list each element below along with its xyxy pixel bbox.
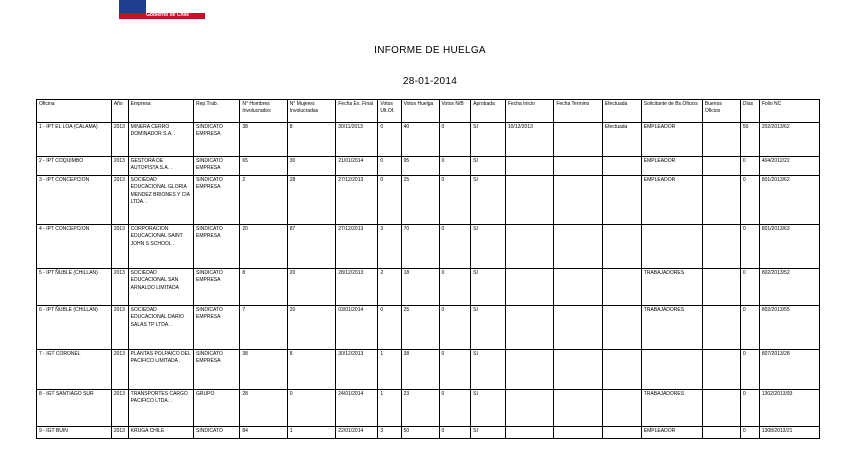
table-cell: 2013: [111, 390, 128, 427]
table-cell: Efectuada: [602, 123, 641, 157]
table-cell: 2013: [111, 176, 128, 225]
table-cell: [702, 390, 740, 427]
table-cell: [702, 350, 740, 390]
table-cell: [554, 350, 602, 390]
table-row: [37, 157, 820, 176]
table-cell: 0: [439, 176, 471, 225]
table-cell: [602, 390, 641, 427]
table-cell: 1: [287, 427, 335, 439]
report-date: 28-01-2014: [402, 76, 458, 87]
table-cell: 7: [240, 306, 287, 350]
table-cell: [702, 269, 740, 306]
column-header: Solicitante de Bs.Oficios: [641, 100, 702, 123]
table-row: [37, 176, 820, 225]
table-row: [37, 269, 820, 306]
table-cell: [702, 427, 740, 439]
table-cell: SOCIEDAD EDUCACIONAL DARIO SALAS TP LTDA. .: [128, 306, 193, 350]
table-cell: 802/2013/55: [759, 306, 819, 350]
table-cell: 0: [740, 176, 759, 225]
table-cell: 0: [439, 390, 471, 427]
table-cell: 202/2013/62: [759, 123, 819, 157]
table-cell: 1308/2013/21: [759, 427, 819, 439]
table-cell: [505, 269, 553, 306]
table-cell: 802/2013/52: [759, 269, 819, 306]
table-cell: [602, 306, 641, 350]
table-cell: 6 - IPT ÑUBLE (CHILLAN): [37, 306, 112, 350]
column-header: Efectuada: [602, 100, 641, 123]
table-cell: 03/01/2014: [336, 306, 378, 350]
table-cell: 1302/2013/93: [759, 390, 819, 427]
table-cell: 7 - IGT CORONEL: [37, 350, 112, 390]
table-cell: [505, 306, 553, 350]
table-cell: 0: [378, 157, 401, 176]
table-cell: SI: [471, 157, 506, 176]
table-cell: [505, 157, 553, 176]
table-cell: SOCIEDAD EDUCACIONAL SAN ARNALDO LIMITADA: [128, 269, 193, 306]
table-cell: SI: [471, 350, 506, 390]
table-cell: 2013: [111, 427, 128, 439]
table-cell: 4 - IPT CONCEPCION: [37, 225, 112, 269]
table-cell: SINDICATO: [194, 427, 240, 439]
table-cell: KRUGA CHILE: [128, 427, 193, 439]
table-cell: 9 - IGT BUIN: [37, 427, 112, 439]
table-cell: SI: [471, 390, 506, 427]
table-cell: 8 - IGT SANTIAGO SUR: [37, 390, 112, 427]
table-cell: 8: [287, 123, 335, 157]
table-cell: 87: [287, 225, 335, 269]
logo-text: Gobierno de Chile: [146, 12, 190, 18]
table-cell: 2013: [111, 225, 128, 269]
table-cell: 65: [240, 157, 287, 176]
table-cell: 0: [439, 269, 471, 306]
table-cell: 84: [240, 427, 287, 439]
table-cell: 807/2013/28: [759, 350, 819, 390]
table-cell: 0: [378, 176, 401, 225]
table-cell: 20: [287, 306, 335, 350]
table-cell: 3 - IPT CONCEPCION: [37, 176, 112, 225]
table-cell: MINERA CERRO DOMINADOR S.A. .: [128, 123, 193, 157]
table-row: [37, 427, 820, 439]
table-cell: EMPLEADOR: [641, 123, 702, 157]
table-cell: SINDICATO EMPRESA: [194, 176, 240, 225]
table-row: [37, 306, 820, 350]
table-cell: [554, 390, 602, 427]
table-cell: 404/2012/22: [759, 157, 819, 176]
table-body: [37, 123, 820, 439]
table-cell: SINDICATO EMPRESA: [194, 123, 240, 157]
table-cell: 30/11/2013: [336, 123, 378, 157]
table-cell: 30: [287, 157, 335, 176]
table-cell: 70: [401, 225, 439, 269]
column-header: Empresa: [128, 100, 193, 123]
table-cell: [554, 269, 602, 306]
table-cell: 2013: [111, 157, 128, 176]
table-cell: 0: [378, 306, 401, 350]
table-cell: 1 - IPT EL LOA (CALAMA): [37, 123, 112, 157]
table-cell: 0: [740, 157, 759, 176]
column-header: Días: [740, 100, 759, 123]
column-header: Año: [111, 100, 128, 123]
table-cell: [554, 427, 602, 439]
table-cell: SI: [471, 123, 506, 157]
table-cell: 50: [740, 123, 759, 157]
table-cell: [554, 306, 602, 350]
table-cell: 0: [439, 427, 471, 439]
table-cell: SOCIEDAD EDUCACIONAL GLORIA MENDEZ BRIONES Y CIA LTDA. .: [128, 176, 193, 225]
column-header: Fecha Ex. Final: [336, 100, 378, 123]
table-cell: 40: [401, 123, 439, 157]
table-cell: 22/01/2014: [336, 427, 378, 439]
table-cell: 30/12/2013: [336, 350, 378, 390]
column-header: Aprobada: [471, 100, 506, 123]
table-cell: 28: [287, 176, 335, 225]
table-cell: [702, 306, 740, 350]
table-cell: [505, 225, 553, 269]
strike-report-table: [36, 99, 820, 439]
table-cell: 5 - IPT ÑUBLE (CHILLAN): [37, 269, 112, 306]
table-cell: 8: [287, 350, 335, 390]
table-cell: 2013: [111, 306, 128, 350]
table-cell: 20: [240, 225, 287, 269]
table-cell: 25: [401, 306, 439, 350]
table-cell: GESTORA DE AUTOPISTA S.A. .: [128, 157, 193, 176]
table-cell: [702, 123, 740, 157]
table-cell: [554, 225, 602, 269]
table-cell: SINDICATO EMPRESA: [194, 157, 240, 176]
table-cell: [641, 350, 702, 390]
table-cell: 3: [378, 225, 401, 269]
table-cell: 21/01/2014: [336, 157, 378, 176]
column-header: Rep.Trab.: [194, 100, 240, 123]
table-cell: 28: [240, 390, 287, 427]
table-cell: 2: [240, 176, 287, 225]
table-cell: SINDICATO EMPRESA: [194, 225, 240, 269]
table-cell: 20: [287, 269, 335, 306]
table-cell: 24/01/2014: [336, 390, 378, 427]
table-cell: EMPLEADOR: [641, 427, 702, 439]
table-cell: 0: [740, 269, 759, 306]
table-cell: SI: [471, 225, 506, 269]
table-cell: 0: [439, 157, 471, 176]
table-cell: [505, 350, 553, 390]
table-cell: 0: [439, 123, 471, 157]
table-cell: [505, 390, 553, 427]
table-cell: 28/12/2013: [336, 269, 378, 306]
table-cell: 0: [439, 306, 471, 350]
column-header: Fecha Termino: [554, 100, 602, 123]
table-cell: 38: [401, 350, 439, 390]
table-cell: [602, 176, 641, 225]
column-header: Votos Huelga: [401, 100, 439, 123]
table-cell: 3: [378, 427, 401, 439]
gobierno-de-chile-logo: [119, 0, 205, 19]
table-cell: [702, 157, 740, 176]
table-cell: SINDICATO EMPRESA: [194, 306, 240, 350]
column-header: Folio NC: [759, 100, 819, 123]
table-cell: EMPLEADOR: [641, 176, 702, 225]
column-header: Votos N/B: [439, 100, 471, 123]
table-cell: 18: [401, 269, 439, 306]
table-cell: SINDICATO EMPRESA: [194, 269, 240, 306]
column-header: Fecha Inicio: [505, 100, 553, 123]
table-cell: [702, 225, 740, 269]
table-cell: [554, 123, 602, 157]
table-row: [37, 225, 820, 269]
table-cell: 2 - IPT COQUIMBO: [37, 157, 112, 176]
table-cell: PLANTAS POLPAICO DEL PACIFICO LIMITADA .: [128, 350, 193, 390]
table-cell: SI: [471, 306, 506, 350]
table-cell: TRABAJADORES: [641, 306, 702, 350]
table-cell: 50: [401, 427, 439, 439]
table-cell: 2: [378, 269, 401, 306]
table-cell: [602, 225, 641, 269]
table-cell: [554, 157, 602, 176]
table-cell: 0: [740, 225, 759, 269]
table-cell: 801/2013/62: [759, 176, 819, 225]
table-cell: 23: [401, 390, 439, 427]
table-cell: 1: [378, 390, 401, 427]
table-cell: 38: [240, 123, 287, 157]
table-row: [37, 123, 820, 157]
table-cell: [641, 225, 702, 269]
table-cell: 25: [401, 176, 439, 225]
logo-blue-block: [119, 0, 146, 13]
table-cell: [702, 176, 740, 225]
table-cell: SINDICATO EMPRESA: [194, 350, 240, 390]
column-header: Buenos Oficios: [702, 100, 740, 123]
table-cell: TRABAJADORES: [641, 390, 702, 427]
table-cell: 2013: [111, 350, 128, 390]
table-cell: SI: [471, 269, 506, 306]
table-cell: EMPLEADOR: [641, 157, 702, 176]
table-cell: 10/12/2013: [505, 123, 553, 157]
table-cell: GRUPO: [194, 390, 240, 427]
table-cell: 2013: [111, 123, 128, 157]
table-row: [37, 350, 820, 390]
table-row: [37, 390, 820, 427]
table-cell: 0: [740, 390, 759, 427]
table-cell: [602, 157, 641, 176]
table-cell: 0: [439, 350, 471, 390]
table-header-row: [37, 100, 820, 123]
table-cell: 8: [240, 269, 287, 306]
column-header: Votos Ult.Of.: [378, 100, 401, 123]
table-cell: 27/12/2013: [336, 225, 378, 269]
table-cell: 95: [401, 157, 439, 176]
column-header: Oficina: [37, 100, 112, 123]
table-cell: TRANSPORTES CARGO PACIFICO LTDA. .: [128, 390, 193, 427]
report-title: INFORME DE HUELGA: [374, 45, 486, 56]
table-cell: [602, 269, 641, 306]
table-cell: 0: [287, 390, 335, 427]
table-cell: 0: [439, 225, 471, 269]
column-header: N° Hombres Involucrados: [240, 100, 287, 123]
table-cell: SI: [471, 427, 506, 439]
table-cell: 1: [378, 350, 401, 390]
table-cell: [505, 427, 553, 439]
table-cell: SI: [471, 176, 506, 225]
table-cell: 2013: [111, 269, 128, 306]
table-header: [37, 100, 820, 123]
table-cell: 801/2013/63: [759, 225, 819, 269]
table-cell: 0: [740, 427, 759, 439]
table-cell: 0: [740, 306, 759, 350]
table-cell: [602, 427, 641, 439]
table-cell: 27/12/2013: [336, 176, 378, 225]
table-cell: CORPORACION EDUCACIONAL SAINT JOHN S SCHOOL .: [128, 225, 193, 269]
table-cell: [554, 176, 602, 225]
table-cell: [602, 350, 641, 390]
column-header: N° Mujeres Involucradas: [287, 100, 335, 123]
table-cell: TRABAJADORES: [641, 269, 702, 306]
table-cell: 0: [378, 123, 401, 157]
table-cell: 38: [240, 350, 287, 390]
table-cell: [505, 176, 553, 225]
table-cell: 0: [740, 350, 759, 390]
